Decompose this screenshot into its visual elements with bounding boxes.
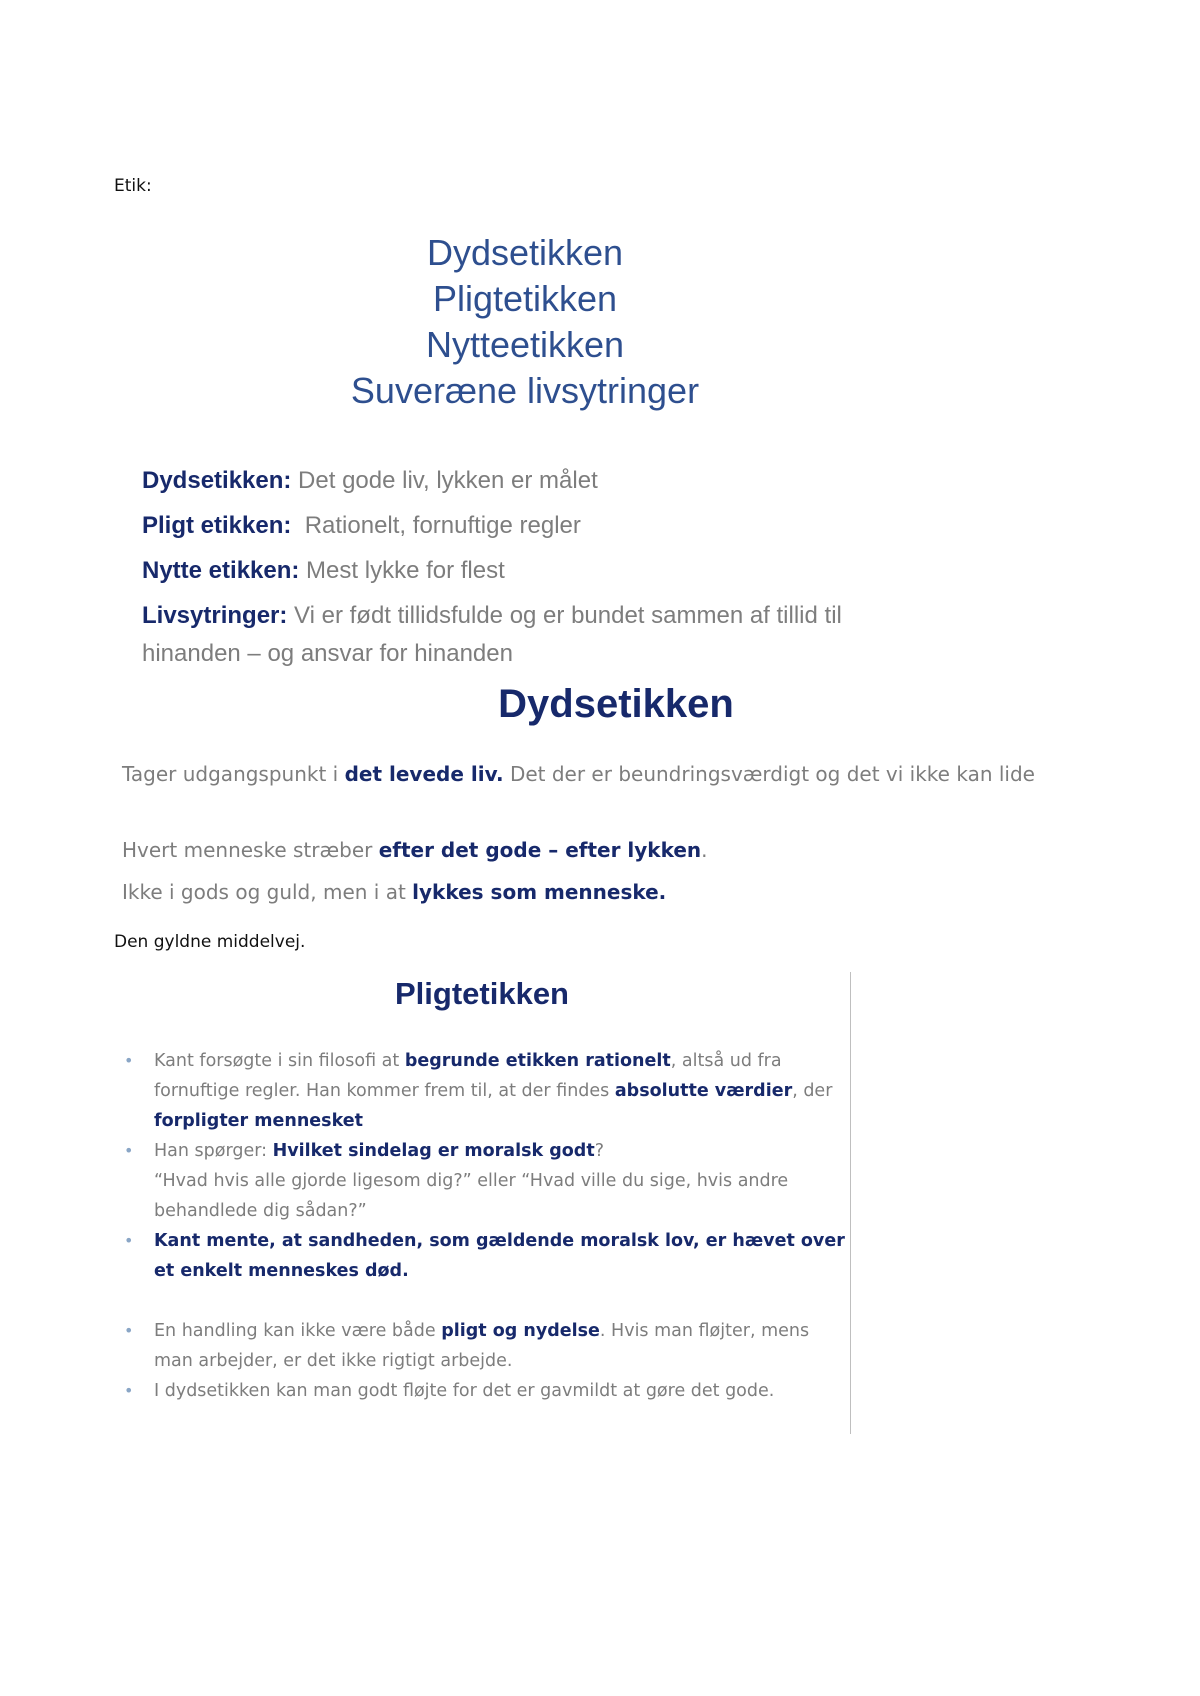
text-emphasis: pligt og nydelse — [441, 1321, 600, 1341]
overview-item: Pligtetikken — [432, 278, 618, 319]
bullet-icon: • — [124, 1051, 134, 1070]
dydsetikken-line — [122, 880, 666, 904]
bullet-item — [124, 1046, 850, 1136]
definition-term: Livsytringer: — [142, 602, 288, 629]
definition-term: Nytte etikken: — [142, 557, 300, 584]
definition-text: Vi er født tillidsfulde og er bundet sammen af tillid til hinanden – og ansvar for hinanden — [142, 602, 842, 667]
text-segment: ? — [594, 1141, 604, 1161]
bullet-text: Kant mente, at sandheden, som gældende moralsk lov, er hævet over et enkelt menneskes død. — [154, 1231, 845, 1281]
text-emphasis: det levede liv. — [344, 762, 504, 786]
middelvej-note: Den gyldne middelvej. — [114, 932, 306, 952]
definition-text: Rationelt, fornuftige regler — [291, 512, 581, 539]
text-emphasis: absolutte værdier — [614, 1081, 793, 1101]
text-segment: Ikke i gods og guld, men i at — [122, 880, 413, 904]
bullet-item — [124, 1376, 850, 1406]
definition-row — [142, 462, 942, 500]
bullet-text: I dydsetikken kan man godt fløjte for det er gavmildt at gøre det gode. — [154, 1381, 775, 1401]
text-segment: En handling kan ikke være både — [154, 1321, 442, 1341]
ethics-overview-list — [0, 230, 1050, 414]
text-segment: Hvert menneske stræber — [122, 838, 379, 862]
text-emphasis: efter det gode – efter lykken — [378, 838, 702, 862]
definition-text: Mest lykke for flest — [299, 557, 505, 584]
dydsetikken-line — [122, 838, 708, 862]
definition-term: Pligt etikken: — [142, 512, 292, 539]
overview-item: Suveræne livsytringer — [350, 370, 700, 411]
definition-row — [142, 552, 942, 590]
bullet-icon: • — [124, 1231, 134, 1250]
bullet-item — [124, 1316, 850, 1376]
text-emphasis: begrunde etikken rationelt — [404, 1051, 671, 1071]
dydsetikken-heading: Dydsetikken — [498, 682, 734, 726]
definition-row — [142, 597, 942, 673]
text-segment: Han spørger: — [154, 1141, 273, 1161]
bullet-icon: • — [124, 1321, 134, 1340]
bullet-text — [154, 1136, 850, 1226]
text-segment: . Hvis man fløjter, mens man arbejder, er det ikke rigtigt arbejde. — [154, 1321, 810, 1371]
pligtetikken-heading: Pligtetikken — [395, 976, 569, 1011]
pligtetikken-slide — [114, 972, 851, 1434]
text-segment: Tager udgangspunkt i — [122, 762, 345, 786]
overview-item: Dydsetikken — [426, 232, 624, 273]
definition-term: Dydsetikken: — [142, 467, 292, 494]
dydsetikken-line — [122, 762, 1035, 786]
text-segment: , altså ud fra fornuftige regler. Han kommer frem til, at der findes — [154, 1051, 782, 1101]
text-segment: Kant forsøgte i sin filosofi at — [154, 1051, 405, 1071]
text-segment: . — [701, 838, 708, 862]
bullet-item — [124, 1226, 850, 1286]
overview-item: Nytteetikken — [425, 324, 625, 365]
bullet-text — [154, 1316, 850, 1376]
text-segment: Det der er beundringsværdigt og det vi ikke kan lide — [503, 762, 1035, 786]
bullet-item — [124, 1136, 850, 1226]
text-emphasis: lykkes som menneske. — [412, 880, 667, 904]
bullet-icon: • — [124, 1381, 134, 1400]
text-segment: , der — [792, 1081, 833, 1101]
definition-text: Det gode liv, lykken er målet — [291, 467, 598, 494]
bullet-text — [154, 1046, 850, 1136]
etik-label: Etik: — [114, 176, 152, 196]
definition-row — [142, 507, 942, 545]
text-emphasis: forpligter mennesket — [154, 1111, 363, 1131]
bullet-icon: • — [124, 1141, 134, 1160]
text-emphasis: Hvilket sindelag er moralsk godt — [272, 1141, 595, 1161]
text-segment: “Hvad hvis alle gjorde ligesom dig?” eller “Hvad ville du sige, hvis andre behandlede dig sådan?” — [154, 1171, 789, 1221]
